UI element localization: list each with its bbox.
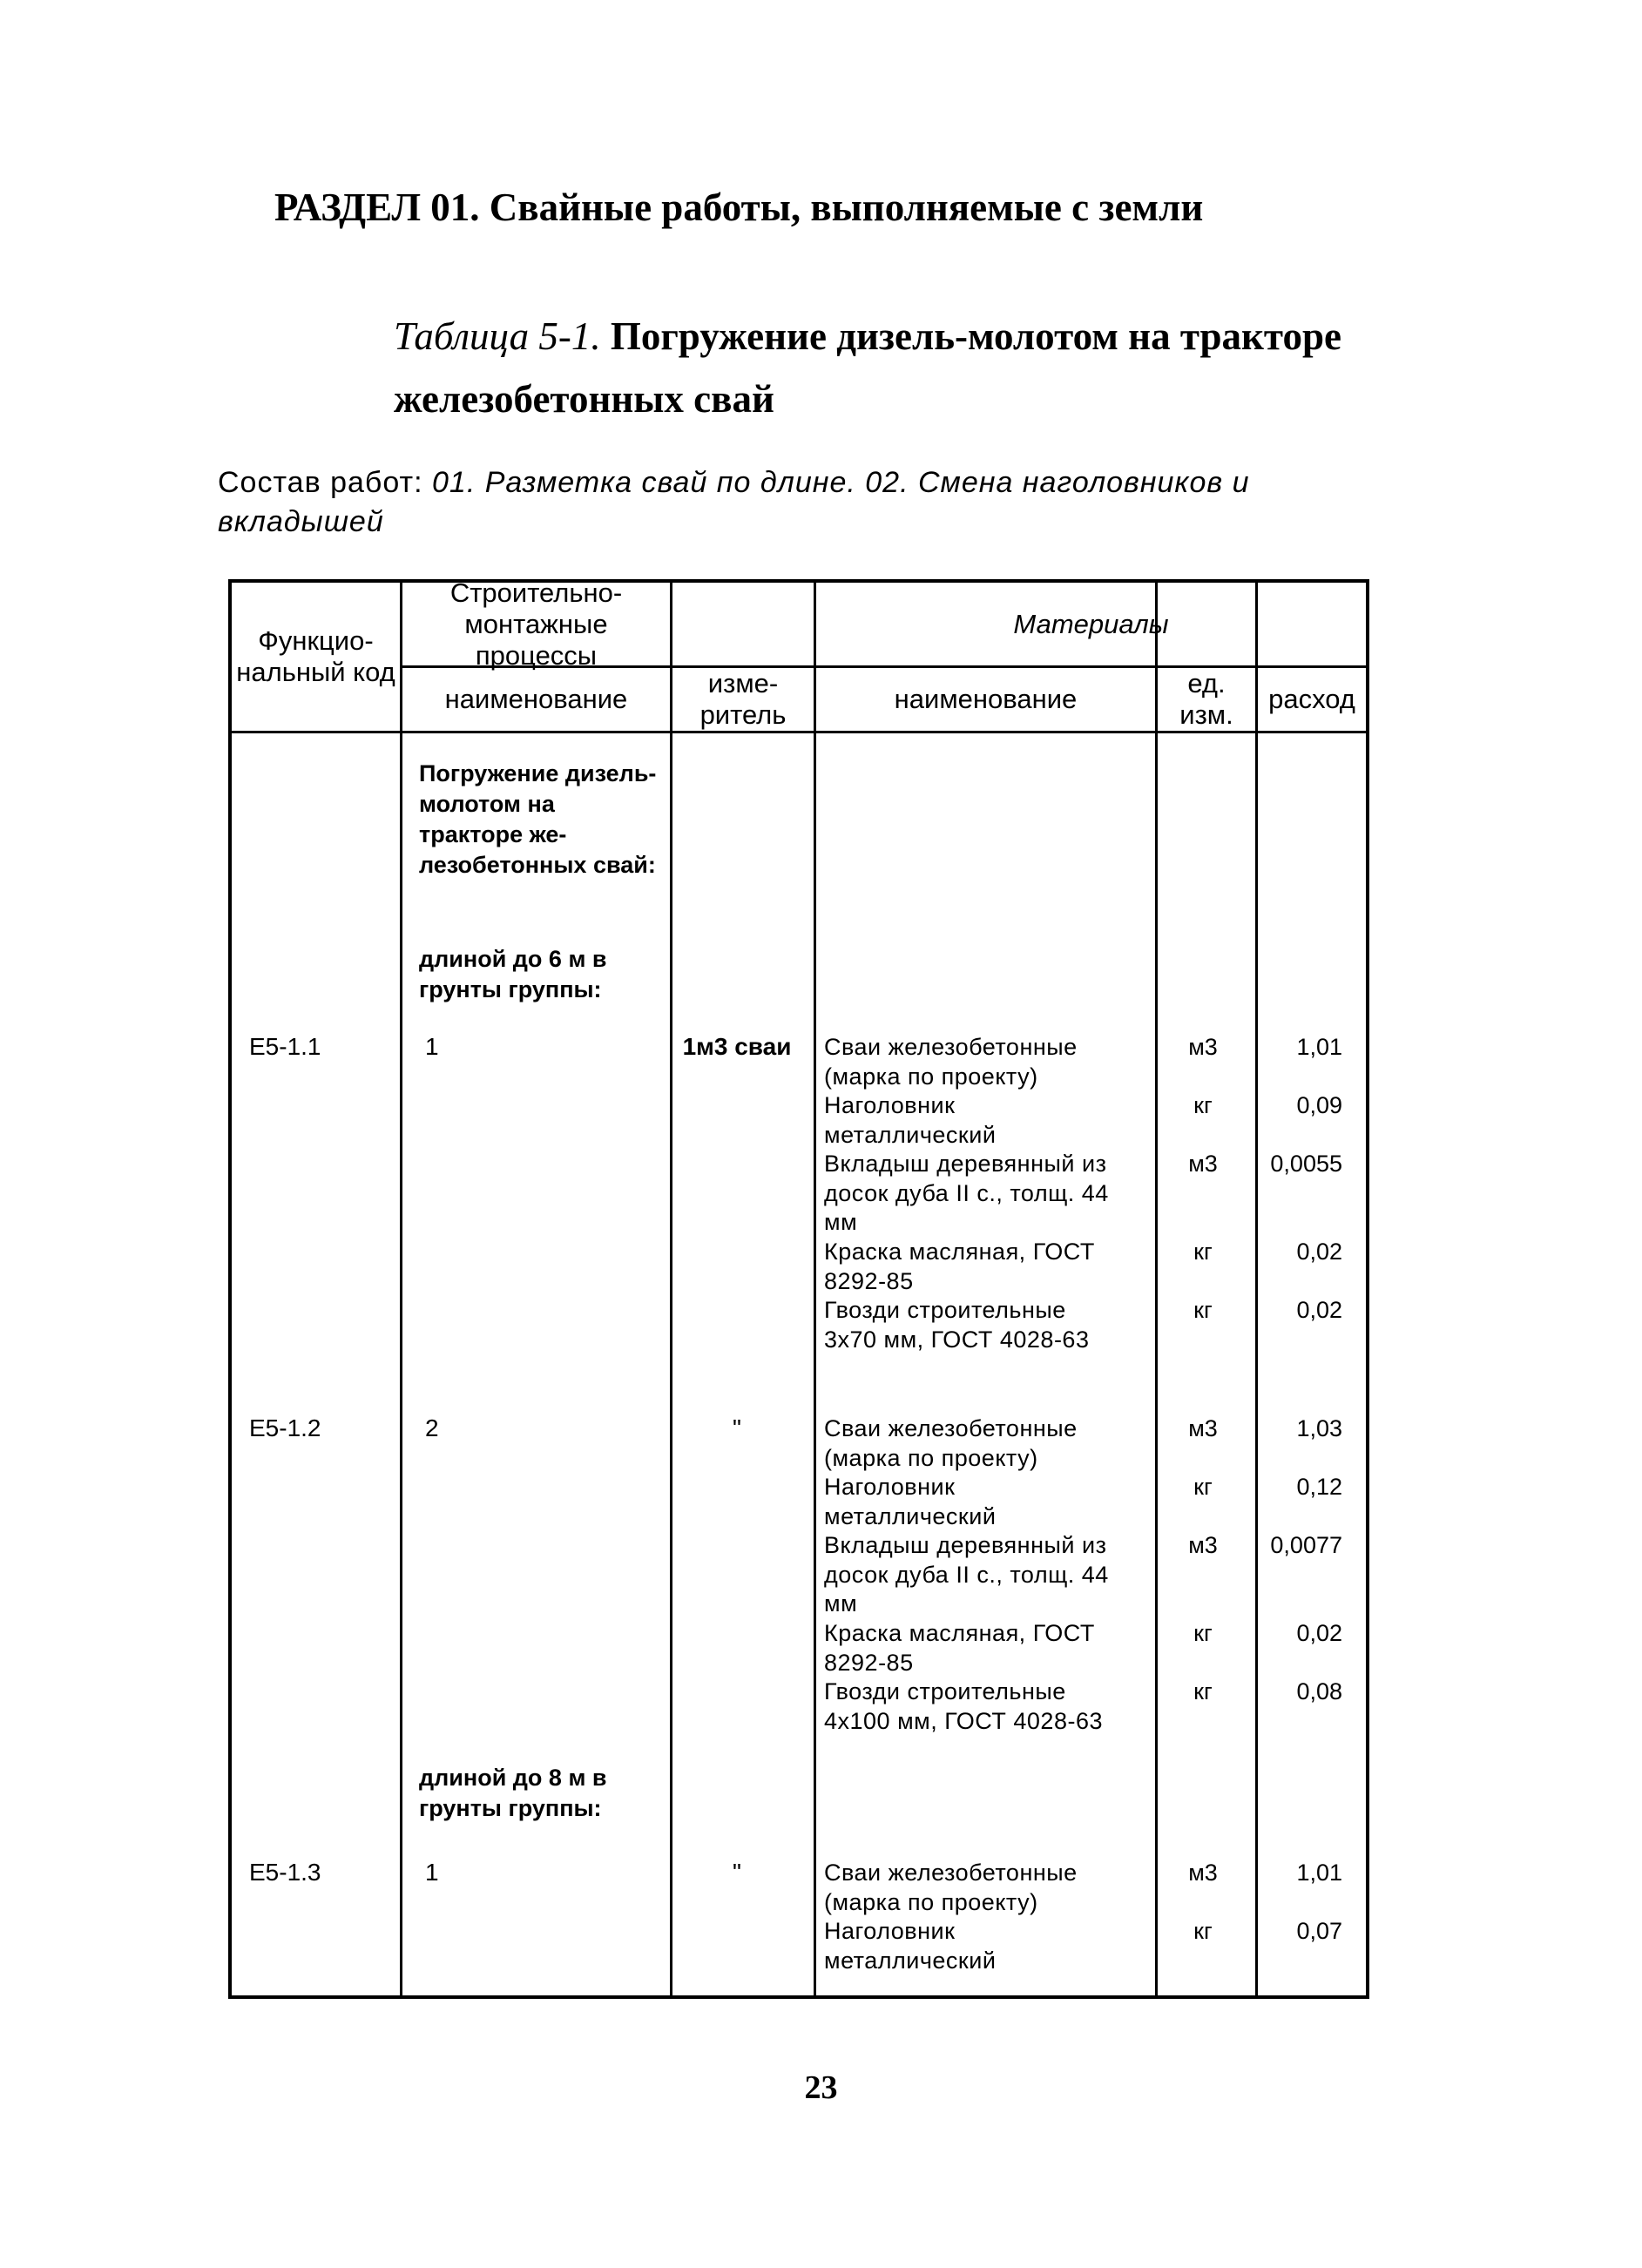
material-name: Наголовник металлический [824,1918,997,1974]
header-proc-meas: изме-ритель [699,668,787,730]
material-item [824,1619,1342,1677]
row-meas: " [733,1859,741,1886]
material-qty: 1,03 [1296,1415,1342,1441]
table-caption [394,305,1439,430]
material-item [824,1296,1342,1354]
material-item [824,1033,1342,1091]
material-name: Наголовник металлический [824,1474,997,1529]
material-unit: кг [1193,1297,1213,1323]
material-qty: 0,0077 [1270,1532,1342,1558]
table-divider [1155,583,1158,1995]
header-func-code: Функцио-нальный код [236,625,395,687]
work-content-items: 01. Разметка свай по длине. 02. Смена наголовников и вкладышей [218,466,1250,538]
section-title: РАЗДЕЛ 01. Свайные работы, выполняемые с земли [274,186,1204,229]
material-qty: 0,12 [1296,1474,1342,1500]
material-unit: м3 [1188,1532,1218,1558]
material-name: Краска масляная, ГОСТ 8292-85 [824,1239,1095,1294]
row-meas: " [733,1414,741,1441]
material-item [824,1677,1342,1736]
material-unit: м3 [1188,1415,1218,1441]
material-name: Вкладыш деревянный из досок дуба II с., толщ. 44 мм [824,1532,1109,1617]
material-qty: 0,02 [1296,1239,1342,1265]
material-unit: кг [1193,1918,1213,1944]
row-num: 2 [425,1414,439,1441]
table-divider [1255,583,1258,1995]
table-caption-title: Погружение дизель-молотом на тракторе железобетонных свай [394,314,1341,421]
row-num: 1 [425,1859,439,1886]
table-divider [670,583,672,1995]
table-divider [400,583,402,1995]
material-name: Вкладыш деревянный из досок дуба II с., толщ. 44 мм [824,1151,1109,1235]
subgroup-6m: длиной до 6 м в грунты группы: [419,946,607,1002]
page-number: 23 [804,2069,838,2106]
table-caption-label: Таблица 5-1. [394,314,601,358]
material-qty: 0,09 [1296,1092,1342,1118]
material-name: Наголовник металлический [824,1092,997,1148]
material-item [824,1414,1342,1473]
material-unit: м3 [1188,1151,1218,1177]
material-name: Сваи железобетонные (марка по проекту) [824,1415,1078,1471]
material-qty: 0,02 [1296,1620,1342,1646]
material-item [824,1150,1342,1238]
work-content [218,463,1376,542]
material-unit: м3 [1188,1860,1218,1886]
material-name: Гвозди строительные 3х70 мм, ГОСТ 4028-63 [824,1297,1090,1353]
material-qty: 0,08 [1296,1678,1342,1704]
material-item [824,1238,1342,1296]
subgroup-8m: длиной до 8 м в грунты группы: [419,1765,607,1821]
material-unit: кг [1193,1239,1213,1265]
material-name: Гвозди строительные 4х100 мм, ГОСТ 4028-63 [824,1678,1103,1734]
table-divider [814,583,816,1995]
row-code: Е5-1.2 [249,1414,321,1441]
material-name: Сваи железобетонные (марка по проекту) [824,1034,1078,1090]
material-item [824,1917,1342,1975]
material-qty: 0,02 [1296,1297,1342,1323]
material-qty: 0,07 [1296,1918,1342,1944]
material-item [824,1091,1342,1150]
material-unit: кг [1193,1092,1213,1118]
header-materials: Материалы [1013,608,1169,639]
norm-table [228,579,1369,1999]
group-title: Погружение дизель-молотом на тракторе же-лезобетонных свай: [419,760,657,878]
material-qty: 1,01 [1296,1860,1342,1886]
header-proc-name: наименование [444,684,628,714]
material-unit: м3 [1188,1034,1218,1060]
header-mat-qty: расход [1268,684,1355,714]
material-name: Краска масляная, ГОСТ 8292-85 [824,1620,1095,1676]
row-code: Е5-1.1 [249,1033,321,1060]
header-mat-name: наименование [894,684,1078,714]
table-divider [232,731,1366,733]
material-unit: кг [1193,1620,1213,1646]
material-item [824,1531,1342,1619]
row-meas: 1м3 сваи [682,1033,792,1060]
material-item [824,1473,1342,1531]
work-content-lead: Состав работ: [218,466,423,499]
row-code: Е5-1.3 [249,1859,321,1886]
material-unit: кг [1193,1474,1213,1500]
material-qty: 0,0055 [1270,1151,1342,1177]
row-num: 1 [425,1033,439,1060]
material-qty: 1,01 [1296,1034,1342,1060]
material-item [824,1859,1342,1917]
material-unit: кг [1193,1678,1213,1704]
header-processes: Строительно-монтажные процессы [449,577,623,671]
material-name: Сваи железобетонные (марка по проекту) [824,1860,1078,1915]
header-mat-unit: ед. изм. [1179,668,1233,730]
